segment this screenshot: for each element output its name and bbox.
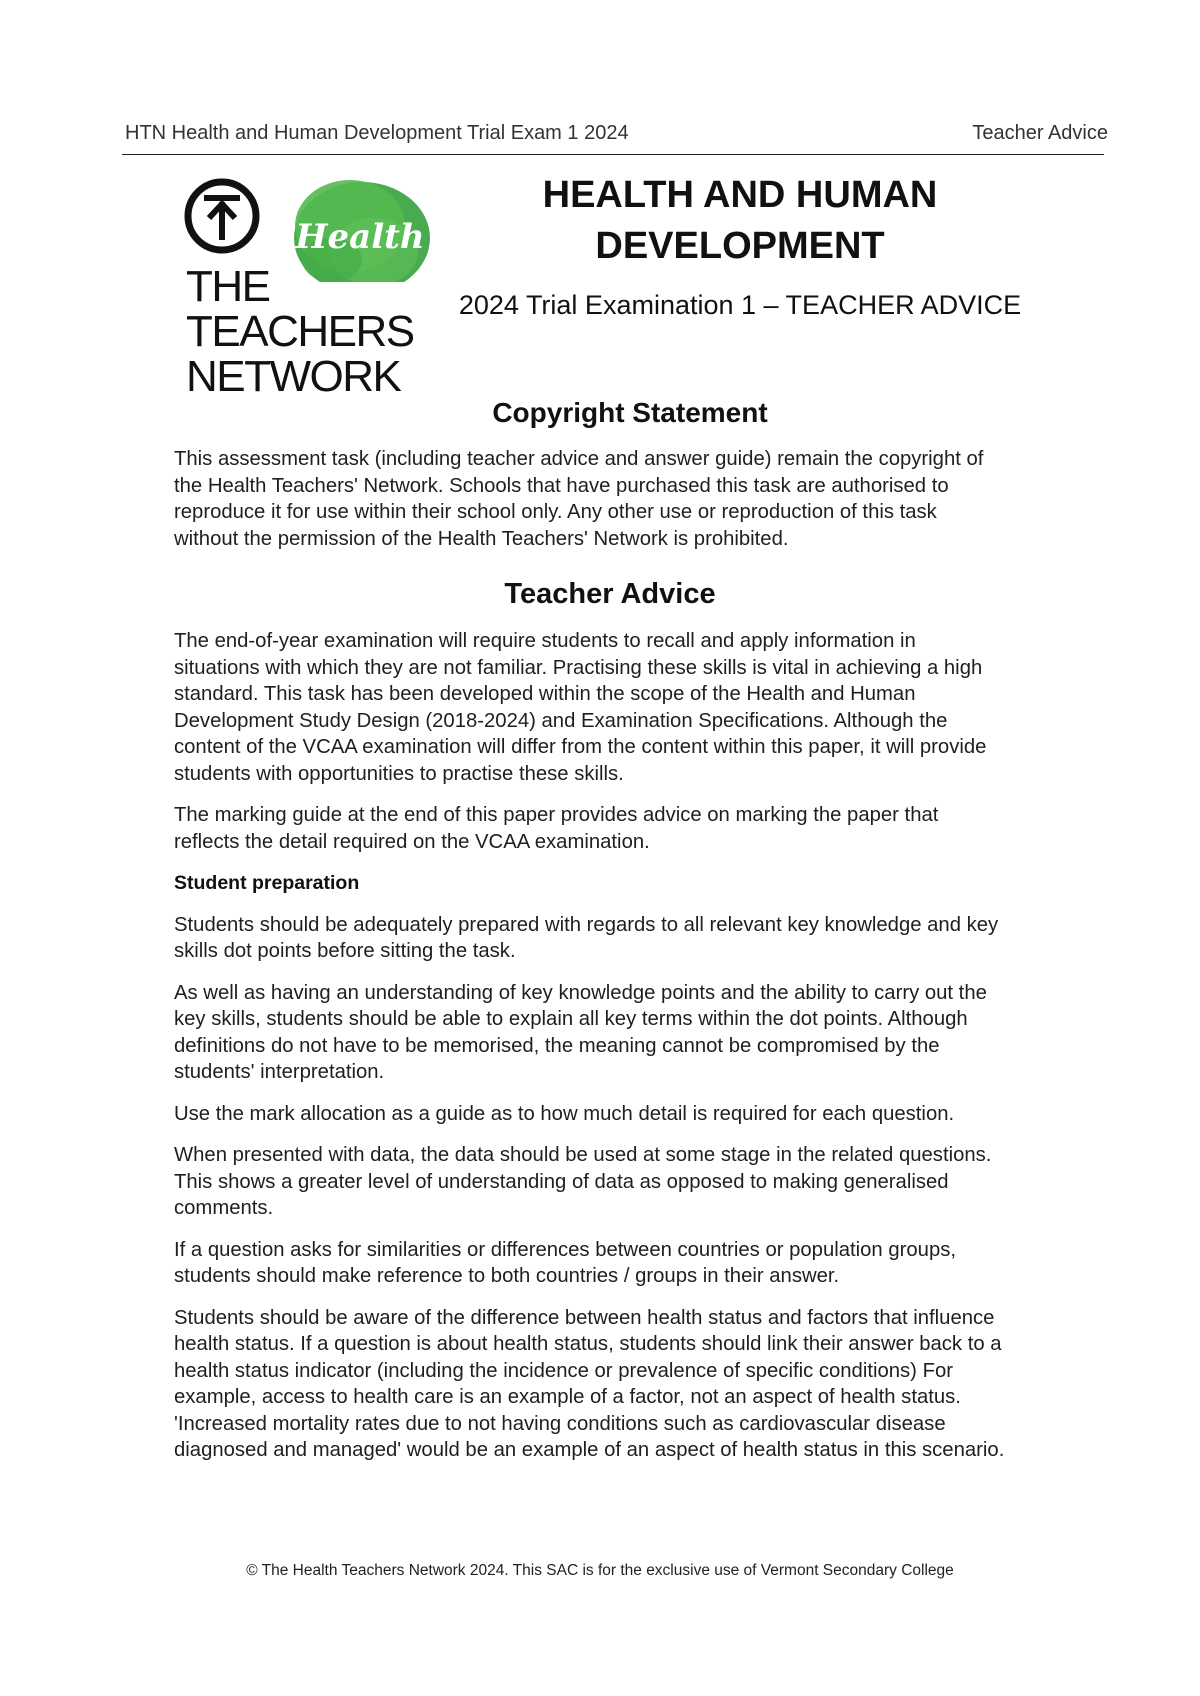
advice-paragraph-1	[174, 628, 1074, 787]
text-line: content of the VCAA examination will differ from the content within this paper, it will provide	[174, 736, 987, 758]
advice-paragraph-5	[174, 1101, 1074, 1128]
copyright-line: without the permission of the Health Teachers' Network is prohibited.	[174, 527, 789, 550]
title-line-1: HEALTH AND HUMAN	[542, 174, 938, 216]
teacher-advice-body	[174, 628, 1074, 1479]
document-title	[410, 170, 1070, 272]
text-line: standard. This task has been developed within the scope of the Health and Human	[174, 683, 916, 705]
running-header	[122, 120, 1108, 155]
logo-word-the: THE	[186, 262, 270, 311]
copyright-line: the Health Teachers' Network. Schools that have purchased this task are authorised to	[174, 474, 949, 497]
logo-wordmark	[186, 264, 414, 399]
document-subtitle: 2024 Trial Examination 1 – TEACHER ADVICE	[458, 290, 1022, 320]
text-line: skills dot points before sitting the task.	[174, 940, 516, 962]
logo-badge-text: Health	[295, 217, 425, 257]
advice-paragraph-3	[174, 912, 1074, 965]
text-line: Use the mark allocation as a guide as to how much detail is required for each question.	[174, 1102, 955, 1125]
text-line: definitions do not have to be memorised, the meaning cannot be compromised by the	[174, 1034, 940, 1057]
text-line: Development Study Design (2018-2024) and Examination Specifications. Although the	[174, 709, 948, 732]
text-line: comments.	[174, 1197, 274, 1219]
text-line: When presented with data, the data should be used at some stage in the related questions.	[174, 1144, 992, 1166]
teacher-advice-heading: Teacher Advice	[504, 578, 716, 610]
header-section-label: Teacher Advice	[972, 122, 1108, 144]
text-line: 'Increased mortality rates due to not having conditions such as cardiovascular disease	[174, 1412, 946, 1435]
text-line: As well as having an understanding of key knowledge points and the ability to carry out the	[174, 981, 987, 1004]
copyright-heading: Copyright Statement	[492, 397, 768, 428]
logo-word-teachers: TEACHERS	[186, 307, 414, 356]
advice-paragraph-7	[174, 1237, 1074, 1290]
text-line: students with opportunities to practise these skills.	[174, 762, 624, 785]
text-line: students' interpretation.	[174, 1061, 385, 1083]
text-line: health status. If a question is about health status, students should link their answer back to a	[174, 1333, 1002, 1355]
text-line: The end-of-year examination will require students to recall and apply information in	[174, 630, 916, 652]
student-preparation-heading: Student preparation	[174, 872, 360, 894]
advice-paragraph-4	[174, 980, 1074, 1086]
copyright-line: reproduce it for use within their school only. Any other use or reproduction of this task	[174, 501, 937, 523]
up-arrow-circle-icon	[188, 182, 256, 250]
text-line: key skills, students should be able to explain all key terms within the dot points. Although	[174, 1008, 968, 1030]
copyright-line: This assessment task (including teacher advice and answer guide) remain the copyright of	[174, 448, 984, 470]
header-exam-title: HTN Health and Human Development Trial Exam 1 2024	[125, 122, 629, 144]
text-line: This shows a greater level of understanding of data as opposed to making generalised	[174, 1170, 949, 1193]
text-line: diagnosed and managed' would be an example of an aspect of health status in this scenario.	[174, 1439, 1005, 1461]
text-line: example, access to health care is an example of a factor, not an aspect of health status.	[174, 1386, 961, 1408]
page-footer-copyright: © The Health Teachers Network 2024. This SAC is for the exclusive use of Vermont Secondary College	[246, 1562, 954, 1579]
text-line: If a question asks for similarities or differences between countries or population groups,	[174, 1238, 956, 1261]
title-line-2: DEVELOPMENT	[595, 225, 885, 267]
text-line: reflects the detail required on the VCAA examination.	[174, 830, 650, 853]
advice-paragraph-8	[174, 1305, 1074, 1464]
text-line: Students should be aware of the difference between health status and factors that influence	[174, 1306, 995, 1329]
text-line: health status indicator (including the incidence or prevalence of specific conditions) For	[174, 1359, 953, 1382]
advice-paragraph-6	[174, 1142, 1074, 1222]
teachers-network-logo	[182, 172, 432, 402]
text-line: Students should be adequately prepared with regards to all relevant key knowledge and key	[174, 913, 999, 936]
logo-word-network: NETWORK	[186, 352, 401, 401]
advice-paragraph-2	[174, 802, 1074, 855]
text-line: The marking guide at the end of this paper provides advice on marking the paper that	[174, 804, 939, 826]
text-line: students should make reference to both countries / groups in their answer.	[174, 1265, 840, 1287]
copyright-body	[174, 446, 1074, 552]
text-line: situations with which they are not familiar. Practising these skills is vital in achieving a high	[174, 656, 983, 679]
